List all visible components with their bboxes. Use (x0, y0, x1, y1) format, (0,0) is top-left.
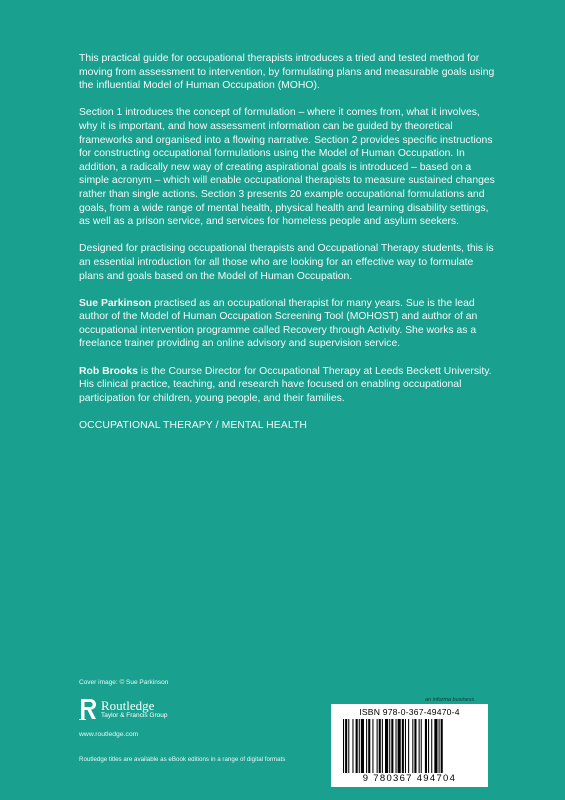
author-bio-text-2: is the Course Director for Occupational Therapy at Leeds Beckett University. His clinical practice, teaching, and research have focused on enabling occupational participation for children, young people, and their families. (79, 365, 492, 404)
barcode-bar (434, 719, 437, 773)
publisher-name: Routledge (101, 697, 155, 713)
barcode-bar (396, 719, 397, 773)
barcode-bar (425, 719, 427, 773)
barcode-bar (428, 719, 429, 773)
description-paragraph-1: This practical guide for occupational therapists introduces a tried and tested method for moving from assessment to intervention, by formulating plans and measurable goals using the influential Model of Human Occupation (MOHO). (79, 53, 495, 92)
barcode-bar (419, 719, 420, 773)
barcode-bar (361, 719, 364, 773)
barcode-bar (402, 719, 404, 773)
author-bio-text-1: practised as an occupational therapist for many years. Sue is the lead author of the Model of Human Occupation Screening Tool (MOHOST) and author of an occupational intervention programme called Recovery through Activity. She works as a freelance trainer providing an online advisory and supervision service. (79, 297, 478, 350)
barcode-bar (412, 719, 413, 773)
back-cover-text (79, 52, 499, 446)
barcode-bar (379, 719, 381, 773)
author-bio-1 (79, 297, 499, 351)
barcode-bar (385, 719, 388, 773)
barcode-bar (352, 719, 353, 773)
publisher-logo (79, 698, 167, 720)
barcode-bar (439, 719, 440, 773)
ebook-availability-note: Routledge titles are available as eBook editions in a range of digital formats (79, 756, 286, 763)
isbn-label: ISBN 978-0-367-49470-4 (359, 707, 460, 717)
publisher-group: Taylor & Francis Group (101, 711, 168, 719)
barcode-bar (372, 719, 373, 773)
barcode-bar (343, 719, 344, 773)
description-paragraph-2: Section 1 introduces the concept of formulation – where it comes from, what it involves, why it is important, and how assessment information can be guided by theoretical frameworks and organised into a flowing narrative. Section 2 provides specific instructions for constructing occupational formulations using the Model of Human Occupation. In addition, a radically new way of creating aspirational goals is introduced – based on a simple acronym – which will enable occupational therapists to measure sustained changes rather than single actions. Section 3 presents 20 example occupational formulations and goals, from a wide range of mental health, physical health and learning disability settings, as well as a prison service, and services for homeless people and asylum seekers. (79, 107, 495, 228)
barcode-bar (382, 719, 383, 773)
barcode-bar (421, 719, 422, 773)
barcode-bar (348, 719, 349, 773)
barcode-bar (414, 719, 416, 773)
barcode-digits: 9 780367 494704 (362, 773, 457, 784)
barcode-bar (345, 719, 347, 773)
barcode-bar (356, 719, 358, 773)
barcode-bar (359, 719, 360, 773)
barcode-bar (391, 719, 393, 773)
barcode-bar (405, 719, 406, 773)
author-name-2: Rob Brooks (79, 365, 138, 377)
barcode-bars (343, 719, 476, 773)
description-paragraph-3: Designed for practising occupational therapists and Occupational Therapy students, this is an essential introduction for all those who are looking for an effective way to formulate plans and goals based on the Model of Human Occupation. (79, 243, 494, 282)
informa-tagline: an informa business (425, 697, 475, 703)
cover-image-credit: Cover image: © Sue Parkinson (79, 679, 169, 686)
barcode-bar (389, 719, 390, 773)
barcode-bar (431, 719, 432, 773)
barcode-bar (368, 719, 370, 773)
barcode-bar (398, 719, 401, 773)
barcode-bar (441, 719, 443, 773)
subject-category: OCCUPATIONAL THERAPY / MENTAL HEALTH (79, 420, 307, 432)
barcode-bar (366, 719, 367, 773)
barcode-bar (377, 719, 378, 773)
routledge-r-icon (79, 698, 97, 720)
publisher-website: www.routledge.com (79, 731, 139, 738)
author-name-1: Sue Parkinson (79, 297, 152, 309)
isbn-barcode (331, 704, 488, 787)
author-bio-2 (79, 365, 499, 406)
barcode-bar (408, 719, 409, 773)
